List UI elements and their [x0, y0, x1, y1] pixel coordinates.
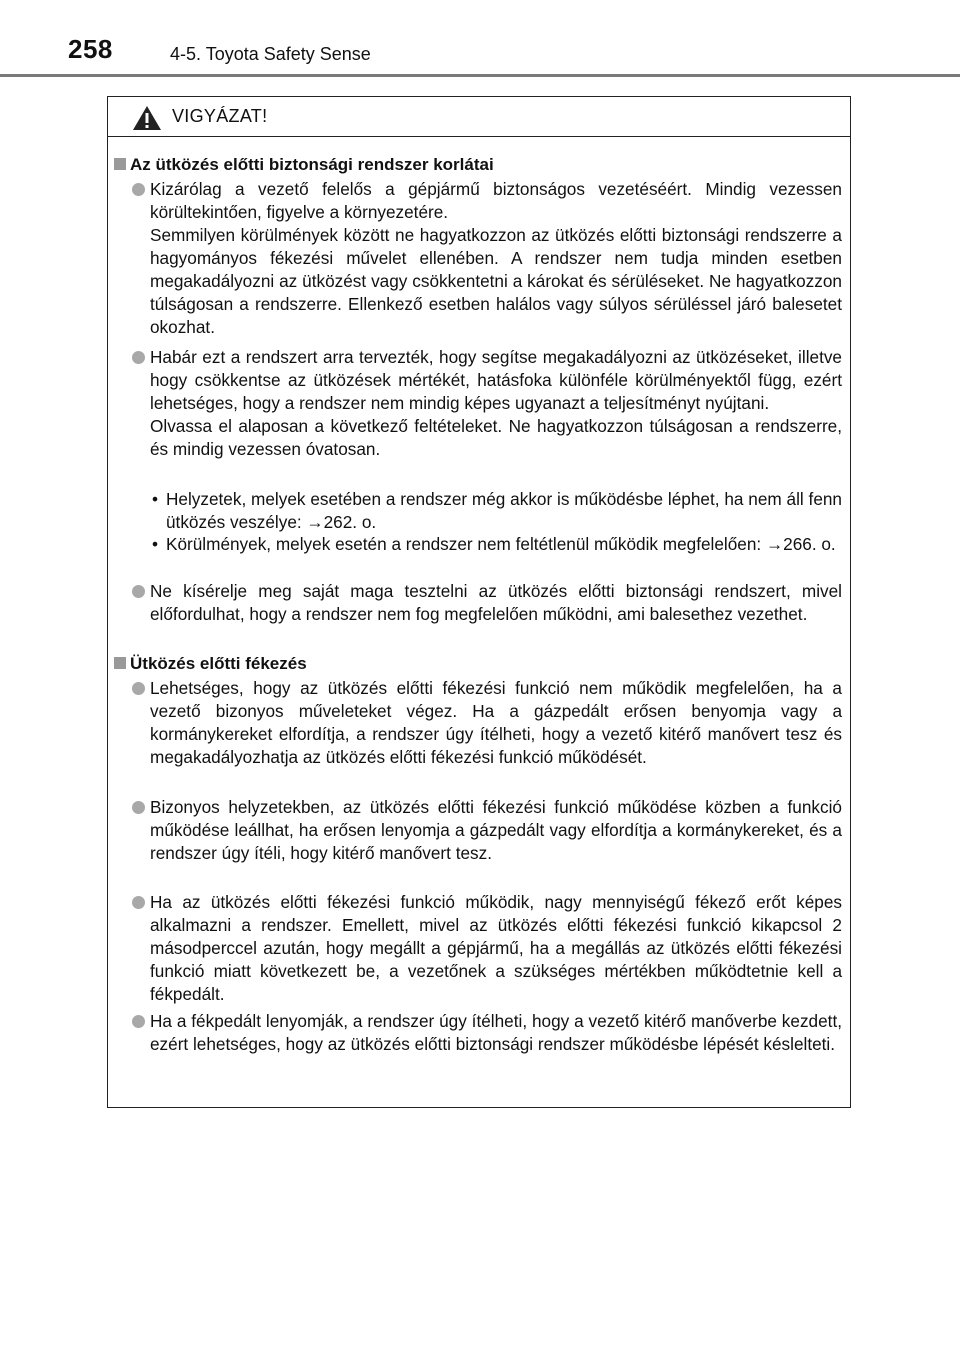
bullet-dot-icon: [132, 682, 145, 695]
list-item: [150, 891, 842, 1006]
warning-box: [107, 96, 851, 1108]
bullet-dot-icon: [132, 183, 145, 196]
paragraph: Bizonyos helyzetekben, az ütközés előtti fékezési funkció működése közben a funkció működése leállhat, ha erősen lenyomja a gázpedált vagy elfordítja a kormánykereket, és a rendszer úgy ítéli, hogy kitérő manővert tesz.: [150, 797, 842, 863]
warning-title: VIGYÁZAT!: [172, 106, 268, 126]
page-number: 258: [68, 34, 113, 64]
sub-bullet-marker: •: [152, 534, 159, 554]
paragraph: Habár ezt a rendszert arra tervezték, hogy segítse megakadályozni az ütközéseket, illetve hogy csökkentse az ütközések mértékét, hatásfoka különféle körülményektől függ, ezért lehetséges, hogy a rendszer nem mindig képes ugyanazt a teljesítményt nyújtani.: [150, 347, 842, 413]
sub-bullet: [152, 533, 842, 556]
bullet-dot-icon: [132, 351, 145, 364]
sub-bullet: [152, 488, 842, 534]
header-rule: [0, 74, 960, 77]
section-title: 4-5. Toyota Safety Sense: [170, 44, 371, 64]
bullet-dot-icon: [132, 801, 145, 814]
paragraph: Ne kísérelje meg saját maga tesztelni az ütközés előtti biztonsági rendszert, mivel előfordulhat, hogy a rendszer nem fog megfelelően működni, ami balesethez vezethet.: [150, 581, 842, 624]
sub-bullet-text: Körülmények, melyek esetén a rendszer nem feltétlenül működik megfelelően: →266. o.: [166, 534, 836, 554]
list-item: [150, 178, 842, 339]
section-heading: [114, 155, 494, 175]
sub-bullet-marker: •: [152, 489, 159, 509]
section-heading-text: Ütközés előtti fékezés: [130, 654, 307, 673]
section-heading-text: Az ütközés előtti biztonsági rendszer korlátai: [130, 155, 494, 174]
paragraph: Semmilyen körülmények között ne hagyatkozzon az ütközés előtti biztonsági rendszerre a hagyományos fékezési művelet ellenében. A rendszer nem tudja minden esetben megakadályozni az ütközést vagy csökkentetni a károkat és sérüléseket. Ne hagyatkozzon túlságosan a rendszerre. Ellenkező esetben halálos vagy súlyos sérüléssel járó balesetet okozhat.: [150, 225, 842, 337]
section-heading: [114, 654, 307, 674]
square-bullet-icon: [114, 158, 126, 170]
bullet-dot-icon: [132, 896, 145, 909]
warning-triangle-icon: [132, 105, 162, 131]
list-item: [150, 1010, 842, 1056]
paragraph: Ha a fékpedált lenyomják, a rendszer úgy ítélheti, hogy a vezető kitérő manőverbe kezdett, ezért lehetséges, hogy az ütközés előtti biztonsági rendszer működésbe lépését késlelteti.: [150, 1011, 842, 1054]
sub-bullet-text: Helyzetek, melyek esetében a rendszer még akkor is működésbe léphet, ha nem áll fenn ütközés veszélye: →262. o.: [166, 489, 842, 532]
warning-header: [108, 97, 850, 137]
paragraph: Kizárólag a vezető felelős a gépjármű biztonságos vezetéséért. Mindig vezessen körültekintően, figyelve a környezetére.: [150, 179, 842, 222]
list-item: [150, 796, 842, 865]
page-header: [0, 0, 960, 76]
paragraph: Olvassa el alaposan a következő feltételeket. Ne hagyatkozzon túlságosan a rendszerre, és mindig vezessen óvatosan.: [150, 416, 842, 459]
list-item: [150, 677, 842, 769]
list-item: [150, 580, 842, 626]
square-bullet-icon: [114, 657, 126, 669]
bullet-dot-icon: [132, 585, 145, 598]
paragraph: Ha az ütközés előtti fékezési funkció működik, nagy mennyiségű fékező erőt képes alkalmazni a rendszer. Emellett, mivel az ütközés előtti fékezési funkció kikapcsol 2 másodperccel azután, hogy megállt a gépjármű, ha a megállás az ütközés előtti fékezési funkció miatt következett be, a vezetőnek a szükséges mértékben működtetnie kell a fékpedált.: [150, 892, 842, 1004]
paragraph: Lehetséges, hogy az ütközés előtti fékezési funkció nem működik megfelelően, ha a vezető bizonyos műveleteket végez. Ha a gázpedált erősen benyomja vagy a kormánykereket elfordítja, a rendszer úgy ítélheti, hogy a vezető kitérő manővert tesz és megakadályozhatja az ütközés előtti fékezési funkció működését.: [150, 678, 842, 767]
list-item: [150, 346, 842, 461]
bullet-dot-icon: [132, 1015, 145, 1028]
